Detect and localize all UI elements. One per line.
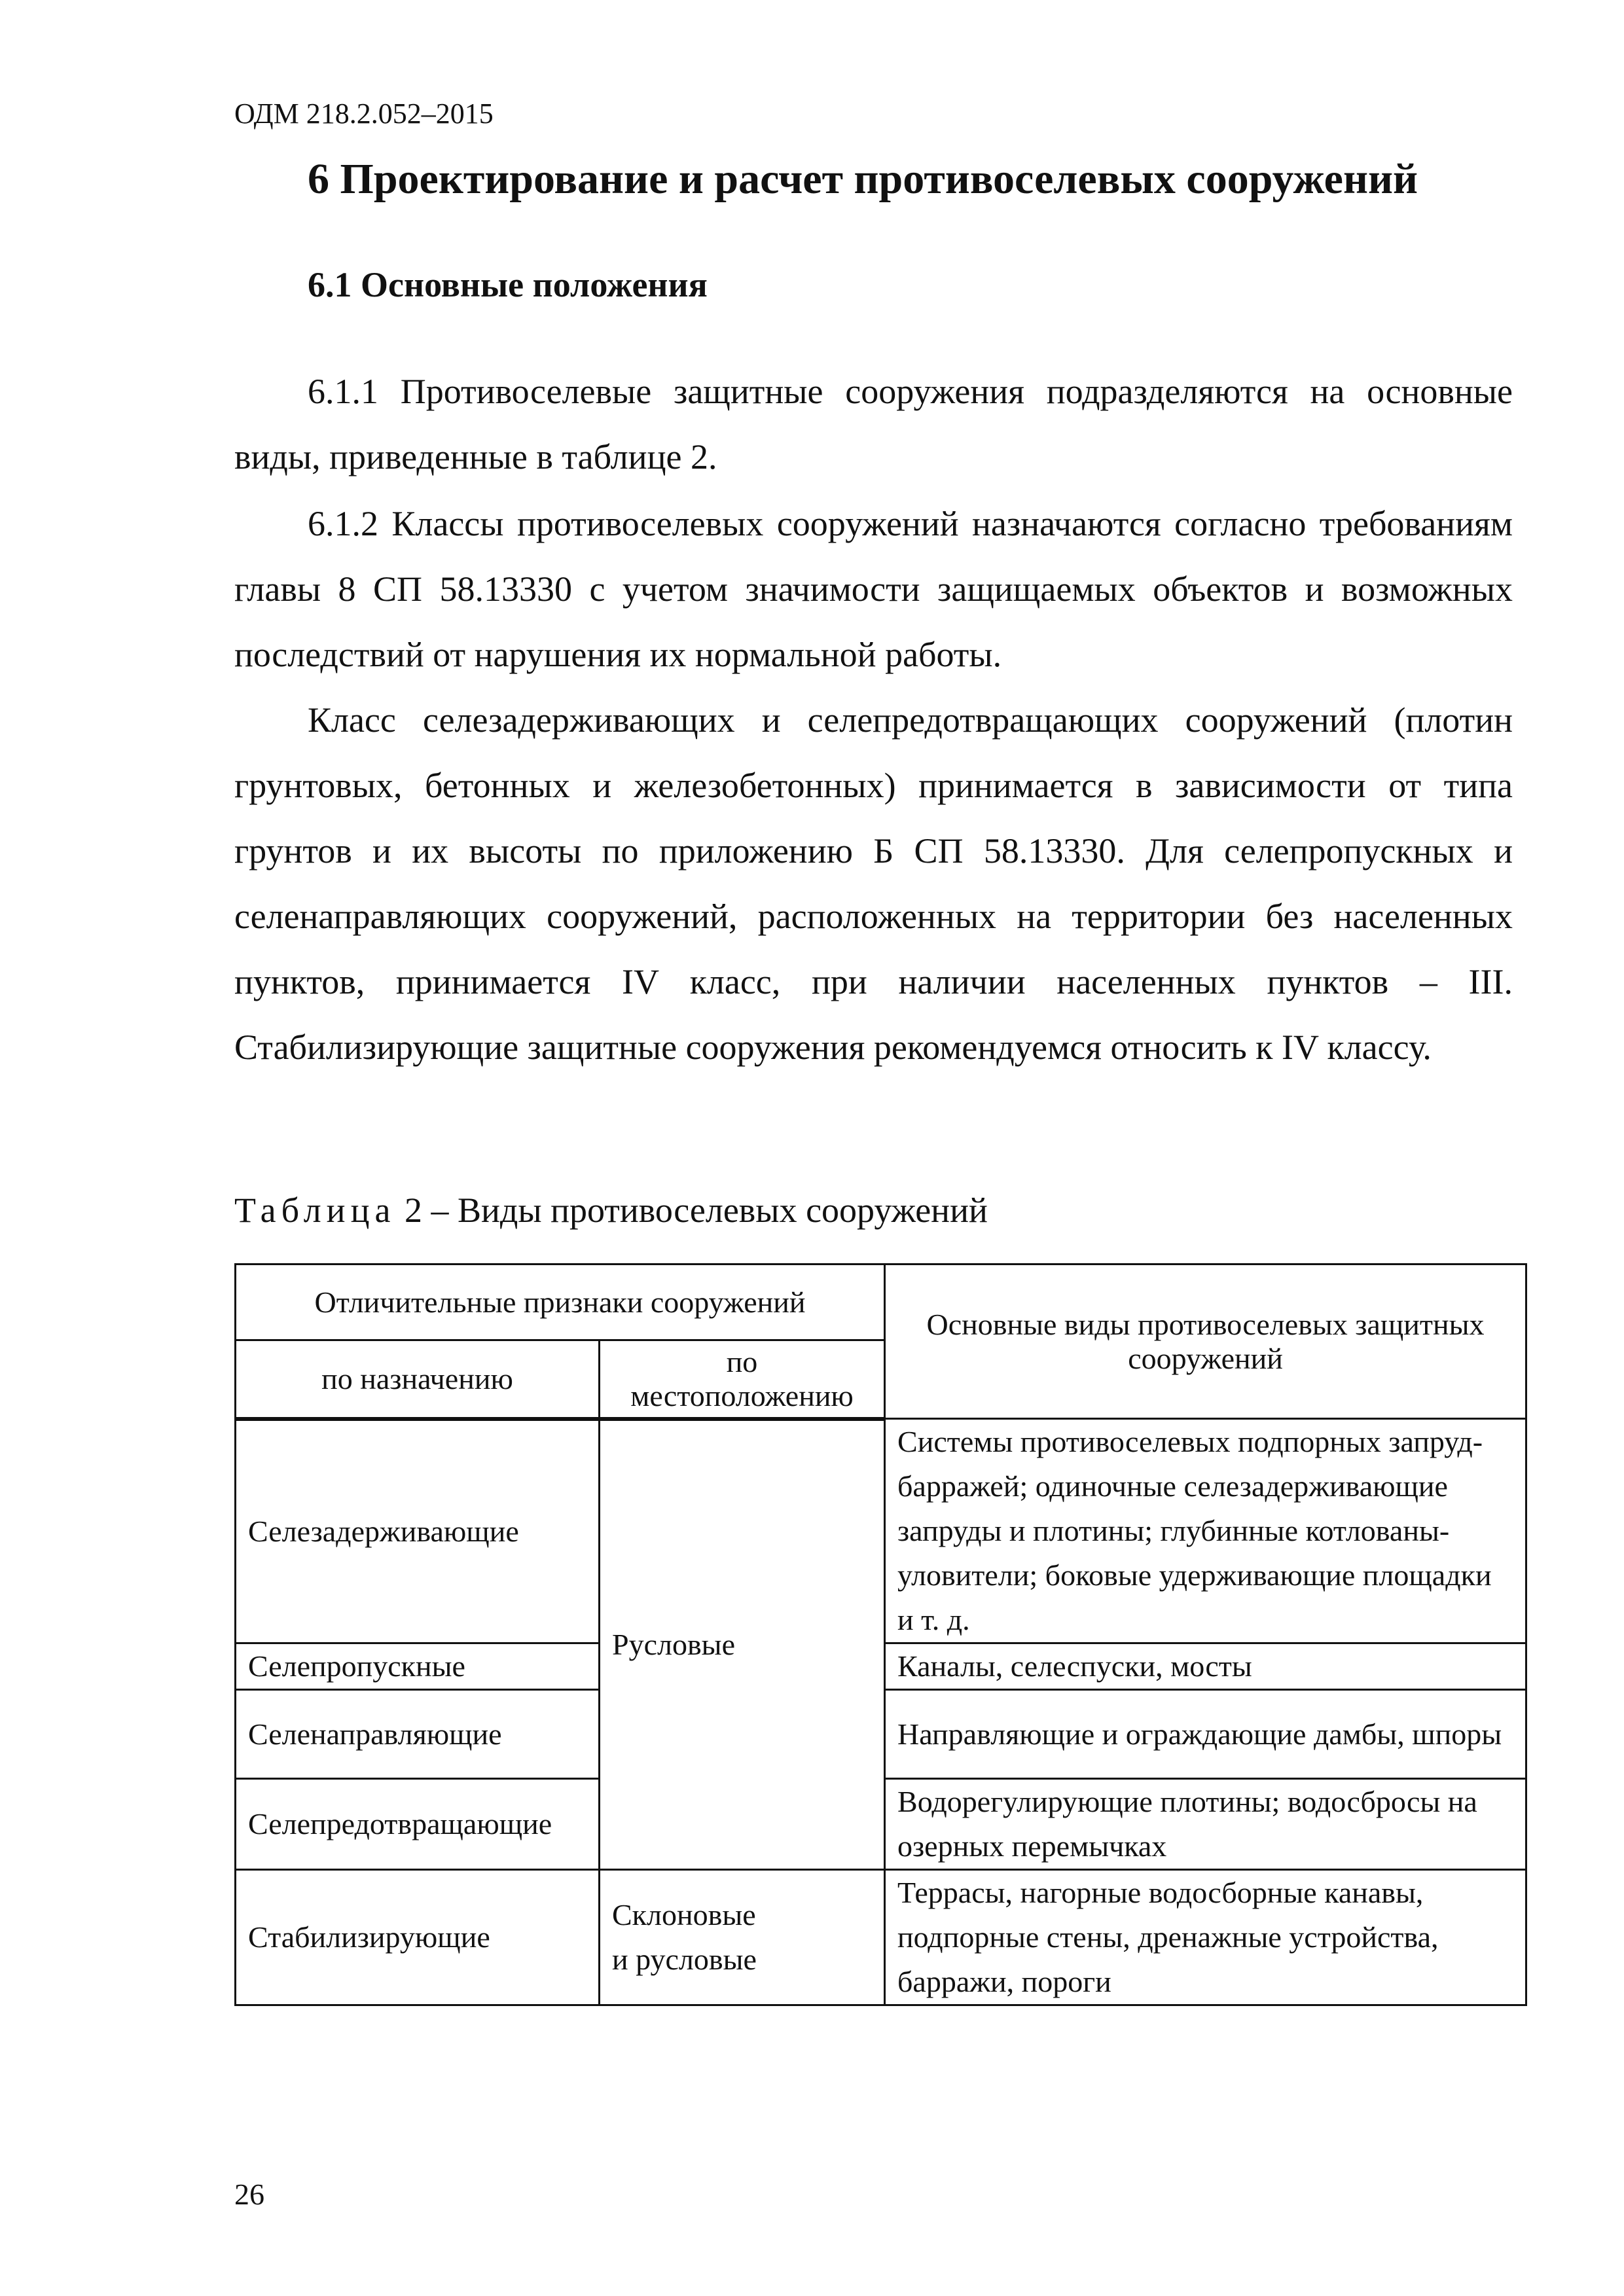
subsection-title: 6.1 Основные положения [308,265,708,304]
cell-location: Русловые [600,1419,885,1870]
cell-purpose: Селепредотвращающие [236,1779,600,1870]
paragraph-class [234,687,1513,1080]
table-row [236,1419,1526,1643]
cell-types: Каналы, селеспуски, мосты [885,1643,1526,1690]
table-caption [234,1190,988,1230]
paragraph-text: 6.1.2 Классы противоселевых сооружений назначаются согласно требованиям главы 8 СП 58.13330 с учетом значимости защищаемых объектов и возможных последствий от нарушения их нормальной работы. [234,504,1513,674]
cell-purpose: Селепропускные [236,1643,600,1690]
section-title: 6 Проектирование и расчет противоселевых сооружений [308,155,1418,203]
cell-purpose: Стабилизирующие [236,1870,600,2005]
table-row [236,1870,1526,2005]
paragraph-6-1-2 [234,491,1513,687]
cell-location-line: и русловые [612,1943,757,1976]
cell-purpose: Селезадерживающие [236,1419,600,1643]
table-caption-word: Таблица [234,1191,396,1230]
cell-types: Системы противоселевых подпорных запруд-барражей; одиночные селезадерживающие запруды и плотины; глубинные котлованы-уловители; боковые удерживающие площадки и т. д. [885,1419,1526,1643]
cell-location-line: Склоновые [612,1898,756,1931]
paragraph-text: Класс селезадерживающих и селепредотвращающих сооружений (плотин грунтовых, бетонных и железобетонных) принимается в зависимости от типа грунтов и их высоты по приложению Б СП 58.13330. Для селепропускных и селенаправляющих сооружений, расположенных на территории без населенных пунктов, принимается IV класс, при наличии населенных пунктов – III. Стабилизирующие защитные сооружения рекомендуемся относить к IV классу. [234,700,1513,1067]
structures-table [234,1263,1527,2006]
paragraph-6-1-1 [234,359,1513,490]
header-distinctive-features: Отличительные признаки сооружений [236,1265,885,1340]
header-by-location: по местоположению [600,1340,885,1419]
cell-types: Направляющие и ограждающие дамбы, шпоры [885,1690,1526,1779]
document-code: ОДМ 218.2.052–2015 [234,98,494,130]
cell-location [600,1870,885,2005]
cell-types: Террасы, нагорные водосборные канавы, подпорные стены, дренажные устройства, барражи, пороги [885,1870,1526,2005]
page-number: 26 [234,2178,264,2211]
table-caption-title: 2 – Виды противоселевых сооружений [404,1191,988,1230]
header-by-purpose: по назначению [236,1340,600,1419]
cell-purpose: Селенаправляющие [236,1690,600,1779]
header-main-types: Основные виды противоселевых защитных сооружений [885,1265,1526,1419]
paragraph-text: 6.1.1 Противоселевые защитные сооружения подразделяются на основные виды, приведенные в таблице 2. [234,372,1513,476]
cell-types: Водорегулирующие плотины; водосбросы на озерных перемычках [885,1779,1526,1870]
